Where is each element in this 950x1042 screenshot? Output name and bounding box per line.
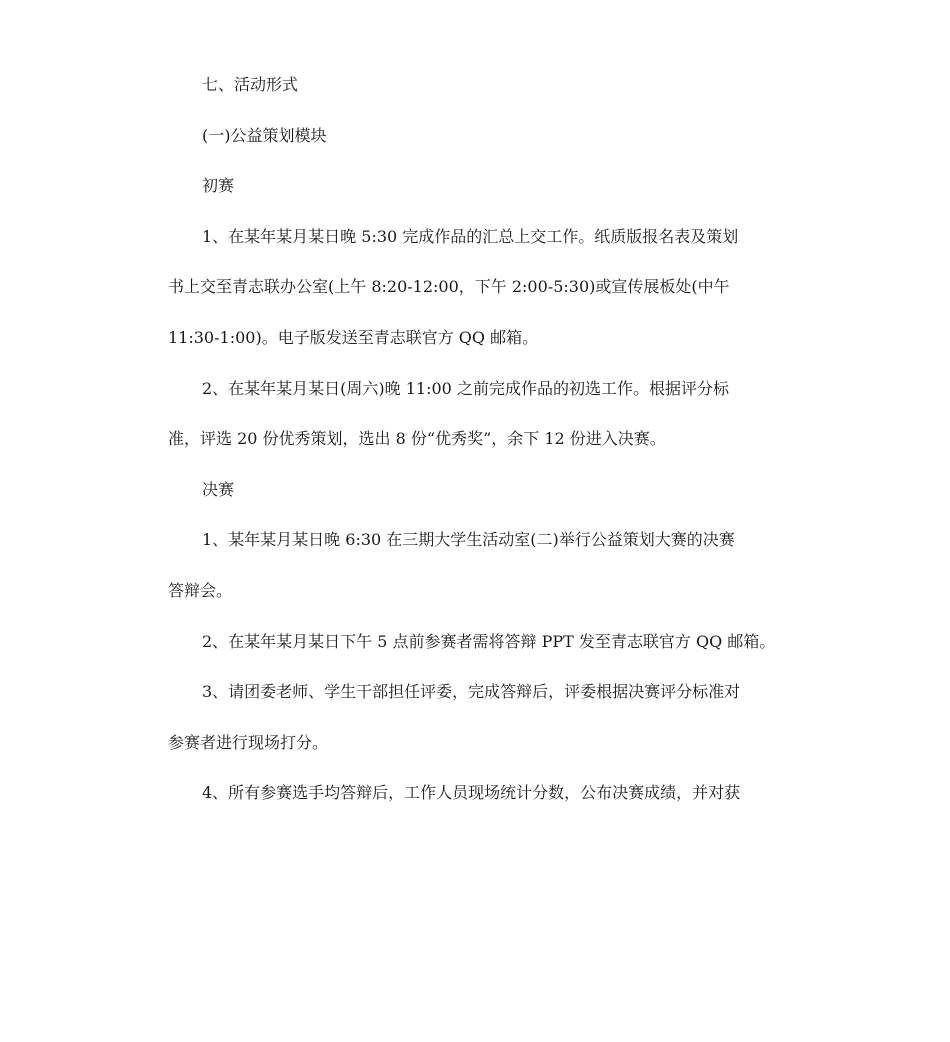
paragraph-line: 3、请团委老师、学生干部担任评委，完成答辩后，评委根据决赛评分标准对 (202, 682, 741, 702)
paragraph-line: 书上交至青志联办公室(上午 8:20-12:00，下午 2:00-5:30)或宣传展板处(中午 (168, 277, 730, 297)
paragraph-line: 1、在某年某月某日晚 5:30 完成作品的汇总上交工作。纸质版报名表及策划 (202, 226, 739, 246)
paragraph-line: 准，评选 20 份优秀策划，选出 8 份“优秀奖”，余下 12 份进入决赛。 (168, 429, 666, 449)
paragraph-line: 2、在某年某月某日下午 5 点前参赛者需将答辩 PPT 发至青志联官方 QQ 邮箱。 (202, 631, 776, 651)
paragraph-line: 4、所有参赛选手均答辩后，工作人员现场统计分数，公布决赛成绩，并对获 (202, 783, 741, 803)
document-page (168, 60, 780, 819)
paragraph-line: 2、在某年某月某日(周六)晚 11:00 之前完成作品的初选工作。根据评分标 (202, 378, 729, 398)
stage-heading-final: 决赛 (202, 479, 235, 499)
paragraph-line: 11:30-1:00)。电子版发送至青志联官方 QQ 邮箱。 (168, 327, 539, 347)
subsection-heading: (一)公益策划模块 (202, 125, 327, 145)
paragraph-line: 答辩会。 (168, 580, 233, 600)
paragraph-line: 参赛者进行现场打分。 (168, 732, 329, 752)
section-heading: 七、活动形式 (202, 75, 299, 94)
paragraph-line: 1、某年某月某日晚 6:30 在三期大学生活动室(二)举行公益策划大赛的决赛 (202, 530, 735, 550)
stage-heading-preliminary: 初赛 (202, 176, 235, 196)
